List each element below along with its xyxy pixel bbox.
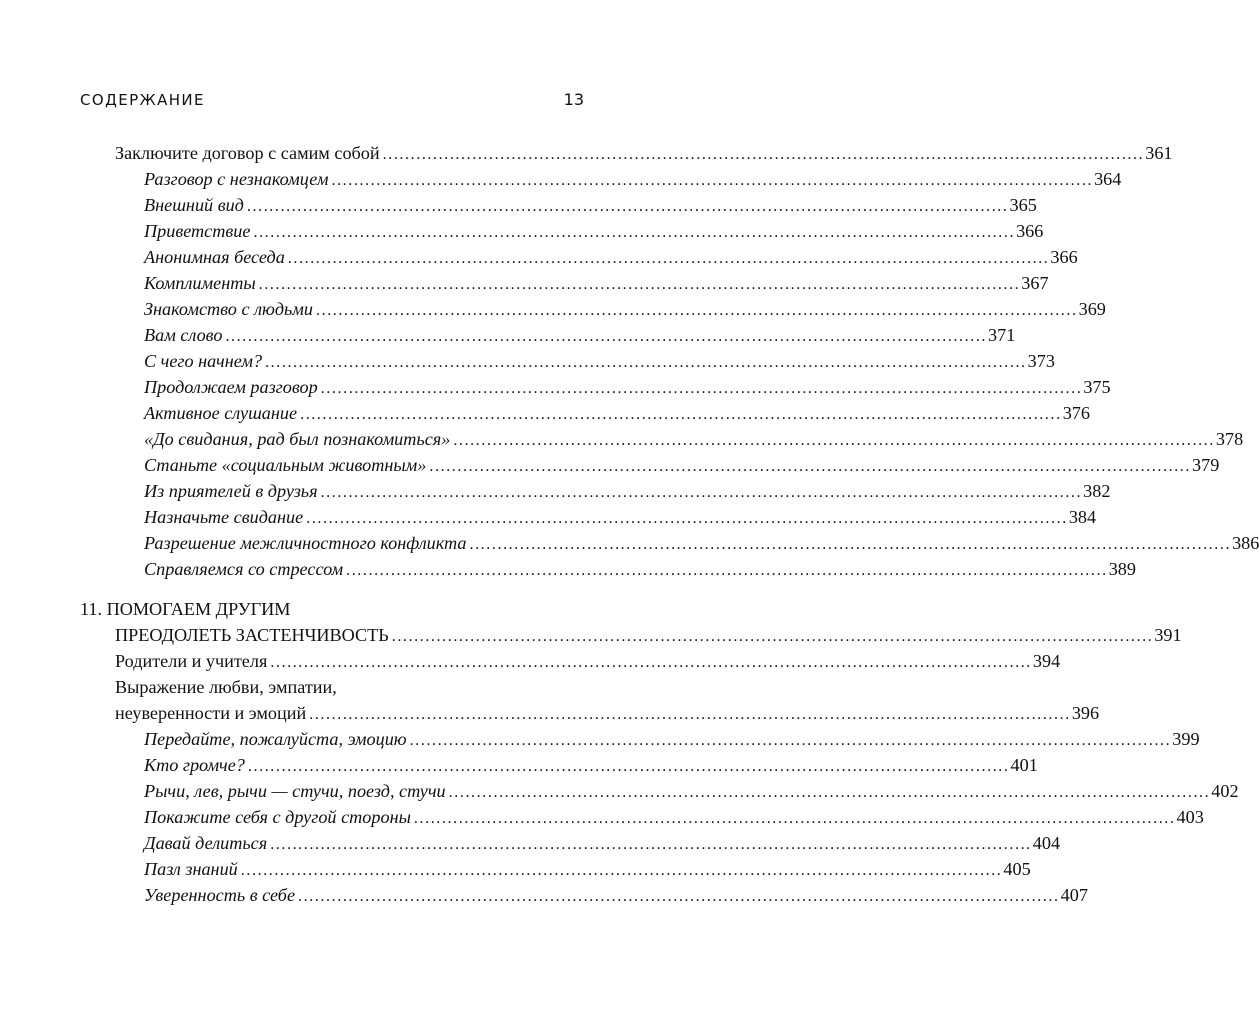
toc-dot-leader: ........................................................................................................................................ — [469, 536, 1232, 553]
toc-dot-leader: ........................................................................................................................................ — [270, 654, 1032, 671]
toc-entry — [144, 400, 1090, 426]
toc-entry-page: 386 — [1232, 533, 1259, 553]
toc-entry — [115, 648, 1061, 674]
toc-entry-page: 369 — [1078, 299, 1106, 319]
toc-entry — [144, 452, 1220, 478]
toc-entry-title: Пазл знаний — [144, 859, 238, 879]
toc-entry-title: Вам слово — [144, 325, 223, 345]
toc-entry-title: Разговор с незнакомцем — [144, 169, 329, 189]
toc-entry — [144, 830, 1061, 856]
toc-dot-leader: ........................................................................................................................................ — [258, 276, 1021, 293]
toc-entry-page: 407 — [1060, 885, 1088, 905]
toc-entry-page: 367 — [1021, 273, 1049, 293]
toc-entry-title: С чего начнем? — [144, 351, 263, 371]
toc-dot-leader: ........................................................................................................................................ — [240, 862, 1003, 879]
chapter-number: 11. — [80, 599, 103, 619]
toc-entry-page: 401 — [1010, 755, 1038, 775]
toc-entry — [144, 374, 1111, 400]
toc-entry-title: Комплименты — [144, 273, 256, 293]
toc-entry-title: Активное слушание — [144, 403, 298, 423]
toc-dot-leader: ........................................................................................................................................ — [316, 302, 1078, 319]
toc-entry-page: 384 — [1068, 507, 1097, 527]
toc-entry-page: 404 — [1032, 833, 1061, 853]
toc-entry-page: 405 — [1003, 859, 1031, 879]
toc-entry-line1 — [115, 674, 584, 700]
toc-dot-leader: ........................................................................................................................................ — [320, 380, 1083, 397]
toc-entry — [144, 882, 1088, 908]
toc-entry — [115, 700, 1100, 726]
toc-entry-title: Из приятелей в друзья — [144, 481, 318, 501]
toc-entry-title: Заключите договор с самим собой — [115, 143, 380, 163]
toc-entry-title: Давай делиться — [144, 833, 268, 853]
toc-dot-leader: ........................................................................................................................................ — [391, 628, 1154, 645]
toc-entry-title: Анонимная беседа — [144, 247, 285, 267]
toc-dot-leader: ........................................................................................................................................ — [346, 562, 1108, 579]
chapter-page: 391 — [1154, 625, 1182, 645]
toc-dot-leader: ........................................................................................................................................ — [448, 784, 1211, 801]
toc-entry-title: Уверенность в себе — [144, 885, 296, 905]
toc-entry-page: 402 — [1211, 781, 1239, 801]
toc-dot-leader: ........................................................................................................................................ — [298, 888, 1060, 905]
chapter-heading-line2 — [115, 622, 1182, 648]
toc-entry-page: 376 — [1062, 403, 1090, 423]
toc-entry — [144, 778, 1239, 804]
toc-entry-title: Назначьте свидание — [144, 507, 304, 527]
toc-entry-title: Продолжаем разговор — [144, 377, 318, 397]
toc-dot-leader: ........................................................................................................................................ — [306, 510, 1068, 527]
toc-entry-page: 382 — [1083, 481, 1111, 501]
toc-dot-leader: ........................................................................................................................................ — [409, 732, 1172, 749]
toc-entry-page: 364 — [1094, 169, 1122, 189]
toc-dot-leader: ........................................................................................................................................ — [382, 146, 1145, 163]
toc-dot-leader: ........................................................................................................................................ — [225, 328, 988, 345]
toc-entry-page: 399 — [1172, 729, 1200, 749]
running-head-page-number: 13 — [563, 90, 584, 109]
toc-entry-page: 366 — [1050, 247, 1078, 267]
toc-entry — [144, 752, 1038, 778]
toc-entry — [144, 192, 1037, 218]
toc-entry-page: 366 — [1016, 221, 1044, 241]
chapter-title-line2: ПРЕОДОЛЕТЬ ЗАСТЕНЧИВОСТЬ — [115, 625, 389, 645]
toc-dot-leader: ........................................................................................................................................ — [265, 354, 1027, 371]
toc-entry — [144, 478, 1111, 504]
toc-entry-page: 389 — [1108, 559, 1136, 579]
toc-entry-page: 371 — [988, 325, 1016, 345]
toc-entry — [144, 726, 1200, 752]
toc-entry-title: «До свидания, рад был познакомиться» — [144, 429, 451, 449]
toc-entry — [144, 856, 1031, 882]
toc-entry-title-line1: Выражение любви, эмпатии, — [115, 677, 337, 697]
toc-dot-leader: ........................................................................................................................................ — [300, 406, 1062, 423]
toc-entry-title: Справляемся со стрессом — [144, 559, 344, 579]
toc-entry — [144, 270, 1049, 296]
toc-entry — [144, 530, 1259, 556]
toc-entry-title: Рычи, лев, рычи — стучи, поезд, стучи — [144, 781, 446, 801]
toc-entry-page: 361 — [1145, 143, 1173, 163]
toc-dot-leader: ........................................................................................................................................ — [429, 458, 1191, 475]
toc-entry-title: Внешний вид — [144, 195, 244, 215]
toc-entry — [144, 322, 1016, 348]
toc-entry — [144, 504, 1097, 530]
toc-entry-title: Покажите себя с другой стороны — [144, 807, 411, 827]
running-head-title: СОДЕРЖАНИЕ — [80, 91, 205, 109]
chapter-title-line1: ПОМОГАЕМ ДРУГИМ — [106, 599, 291, 619]
toc-entry-page: 373 — [1027, 351, 1055, 371]
toc-dot-leader: ........................................................................................................................................ — [331, 172, 1094, 189]
toc-entry — [144, 348, 1055, 374]
toc-entry-page: 403 — [1176, 807, 1204, 827]
toc-entry — [144, 244, 1078, 270]
toc-entry-title: Кто громче? — [144, 755, 245, 775]
chapter-heading — [80, 596, 584, 622]
toc-entry-title: Приветствие — [144, 221, 251, 241]
toc-entry-page: 365 — [1009, 195, 1037, 215]
toc-entry-title: Родители и учителя — [115, 651, 268, 671]
toc-dot-leader: ........................................................................................................................................ — [453, 432, 1215, 449]
toc-dot-leader: ........................................................................................................................................ — [287, 250, 1050, 267]
toc-entry — [144, 166, 1122, 192]
toc-entry-title: Знакомство с людьми — [144, 299, 313, 319]
toc-entry-page: 378 — [1215, 429, 1244, 449]
toc-dot-leader: ........................................................................................................................................ — [246, 198, 1009, 215]
toc-entry — [144, 804, 1204, 830]
toc-dot-leader: ........................................................................................................................................ — [253, 224, 1016, 241]
toc-entry — [144, 426, 1244, 452]
toc-entry-title: Разрешение межличностного конфликта — [144, 533, 467, 553]
toc-entry-page: 396 — [1071, 703, 1100, 723]
toc-entry-title: Передайте, пожалуйста, эмоцию — [144, 729, 407, 749]
toc-entry — [144, 296, 1106, 322]
toc-entry-title: Станьте «социальным животным» — [144, 455, 427, 475]
toc-entry-page: 375 — [1083, 377, 1111, 397]
toc-dot-leader: ........................................................................................................................................ — [247, 758, 1010, 775]
toc-dot-leader: ........................................................................................................................................ — [309, 706, 1071, 723]
toc-dot-leader: ........................................................................................................................................ — [320, 484, 1083, 501]
toc-entry-title: неуверенности и эмоций — [115, 703, 307, 723]
toc-dot-leader: ........................................................................................................................................ — [270, 836, 1032, 853]
toc-entry-page: 394 — [1032, 651, 1061, 671]
toc-dot-leader: ........................................................................................................................................ — [413, 810, 1176, 827]
toc-entry — [144, 218, 1044, 244]
toc-entry — [115, 140, 1173, 166]
toc-entry-page: 379 — [1192, 455, 1220, 475]
toc-entry — [144, 556, 1136, 582]
